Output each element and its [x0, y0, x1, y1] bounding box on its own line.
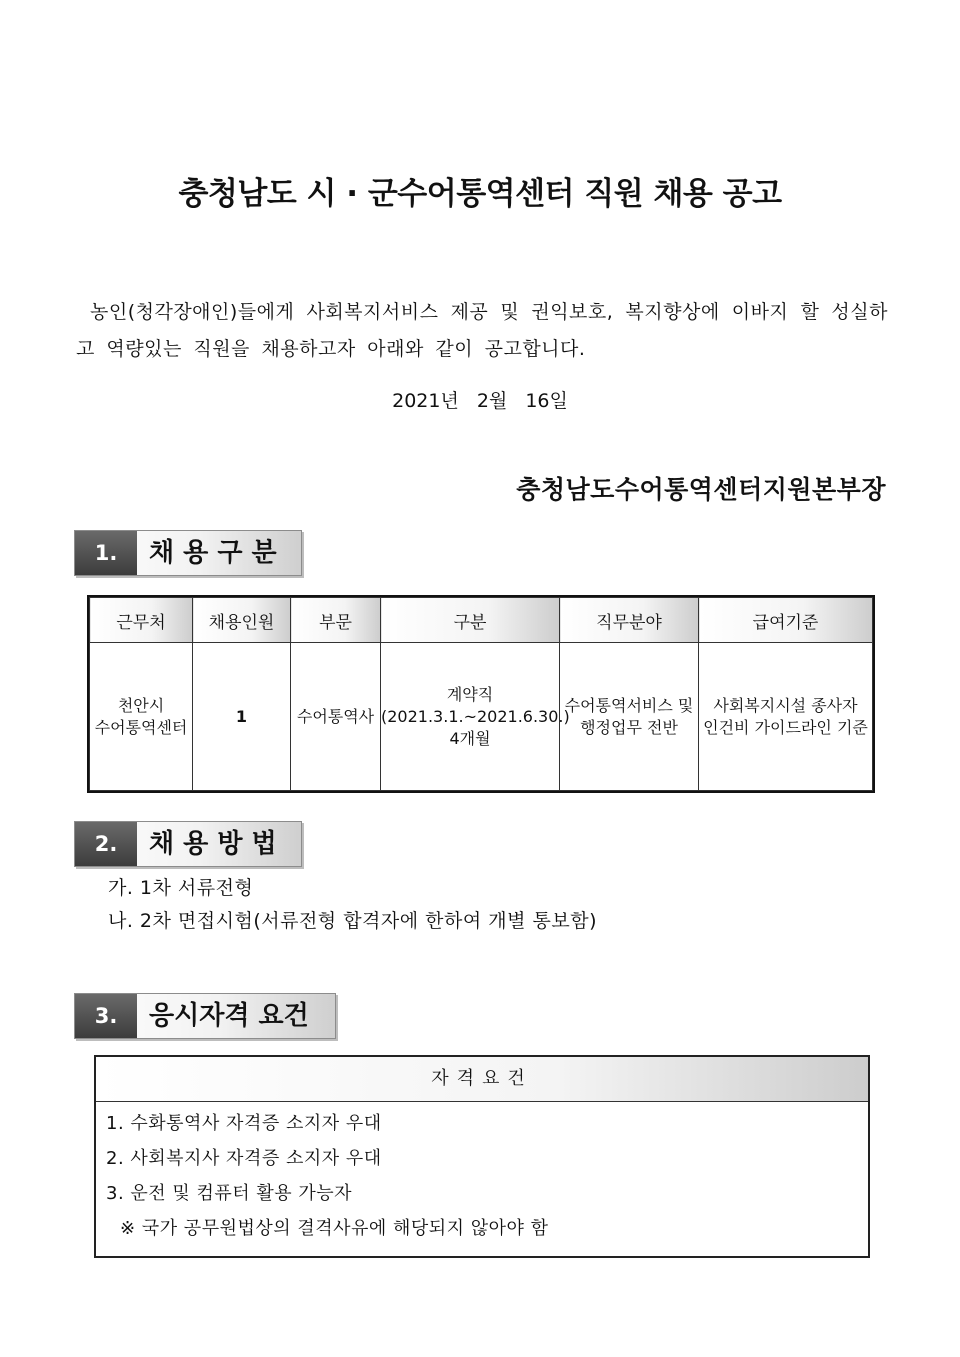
section-number: 3.: [75, 994, 137, 1038]
section-number: 1.: [75, 531, 137, 575]
section-label: 채 용 방 법: [149, 829, 277, 859]
method-list: [108, 872, 597, 938]
list-item: 2. 사회복지사 자격증 소지자 우대: [106, 1148, 382, 1169]
announcement-date: 2021년 2월 16일: [392, 390, 568, 412]
table-row: [90, 643, 873, 791]
section-header-recruitment-method: [74, 821, 302, 867]
column-header-workplace: 근무처: [90, 598, 193, 643]
cell-workplace: [90, 643, 193, 791]
qualification-header: 자격요건: [96, 1057, 868, 1102]
section-header-qualifications: [74, 993, 336, 1039]
type-line-1: 계약직: [446, 684, 494, 704]
issuing-organization: 충청남도수어통역센터지원본부장: [516, 475, 886, 504]
intro-paragraph: [76, 294, 888, 368]
list-item: 나. 2차 면접시험(서류전형 합격자에 한하여 개별 통보함): [108, 910, 597, 932]
list-item: 1. 수화통역사 자격증 소지자 우대: [106, 1113, 382, 1134]
workplace-line-2: 수어통역센터: [94, 717, 188, 737]
headcount-value: 1: [235, 706, 248, 726]
column-header-duty: 직무분야: [560, 598, 699, 643]
column-header-pay: 급여기준: [699, 598, 873, 643]
type-line-3: 4개월: [449, 728, 491, 748]
column-header-division: 부문: [291, 598, 381, 643]
duty-line-1: 수어통역서비스 및: [564, 695, 694, 715]
pay-line-2: 인건비 가이드라인 기준: [703, 717, 868, 737]
pay-line-1: 사회복지시설 종사자: [713, 695, 858, 715]
column-header-type: 구분: [381, 598, 560, 643]
qualification-box: [94, 1055, 870, 1258]
type-line-2: (2021.3.1.~2021.6.30.): [381, 706, 570, 726]
cell-duty: [560, 643, 699, 791]
cell-division: [291, 643, 381, 791]
cell-headcount: [193, 643, 291, 791]
workplace-line-1: 천안시: [117, 695, 165, 715]
duty-line-2: 행정업무 전반: [580, 717, 678, 737]
column-header-headcount: 채용인원: [193, 598, 291, 643]
list-item: 3. 운전 및 컴퓨터 활용 가능자: [106, 1183, 353, 1204]
intro-text: 농인(청각장애인)들에게 사회복지서비스 제공 및 권익보호, 복지향상에 이바지 할 성실하고 역량있는 직원을 채용하고자 아래와 같이 공고합니다.: [76, 301, 888, 360]
table-header-row: [90, 598, 873, 643]
section-label: 응시자격 요건: [149, 1001, 309, 1031]
section-label: 채 용 구 분: [149, 538, 277, 568]
recruitment-table: [89, 597, 873, 791]
division-value: 수어통역사: [296, 706, 375, 726]
section-number: 2.: [75, 822, 137, 866]
section-header-recruitment-type: [74, 530, 302, 576]
qualification-list: [96, 1102, 868, 1256]
qualification-note: ※ 국가 공무원법상의 결격사유에 해당되지 않아야 함: [120, 1218, 549, 1239]
cell-pay: [699, 643, 873, 791]
cell-type: [381, 643, 570, 791]
list-item: 가. 1차 서류전형: [108, 877, 254, 899]
page-title: 충청남도 시 · 군수어통역센터 직원 채용 공고: [178, 176, 782, 212]
